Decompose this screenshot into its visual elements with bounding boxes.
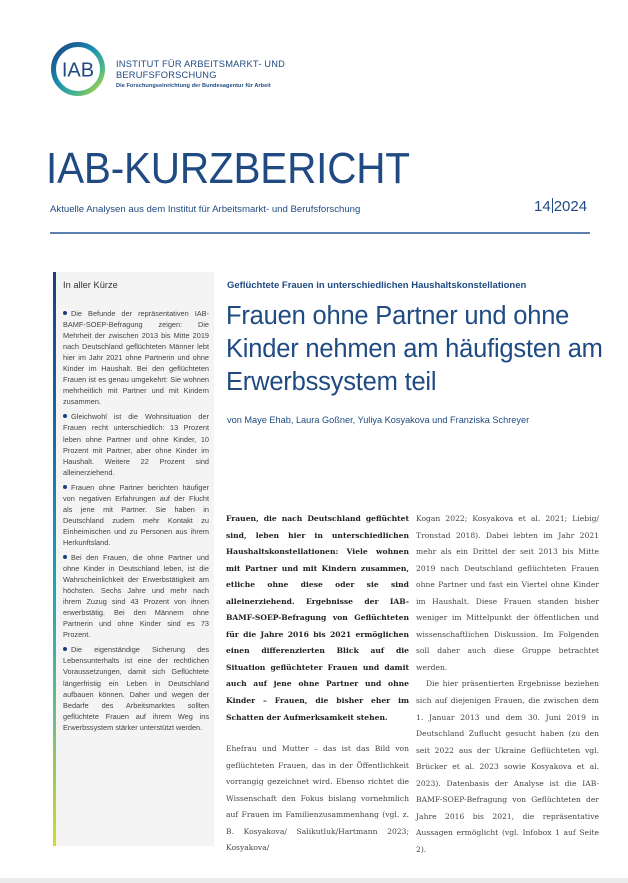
summary-item-text: Frauen ohne Partner berichten häufiger von negativen Erfahrungen auf der Flucht als jene mit Partner. Sie haben in Deutschland zudem mehr Kontakt zu Einheimischen und zu Personen aus ihrem Herkunftsland. [63, 482, 209, 547]
institute-name-line2: BERUFSFORSCHUNG [116, 69, 217, 80]
institute-name-line1: INSTITUT FÜR ARBEITSMARKT- UND [116, 59, 286, 69]
article-kicker: Geflüchtete Frauen in unterschiedlichen Haushaltskonstellationen [227, 280, 527, 291]
summary-item [63, 482, 209, 548]
institute-tagline: Die Forschungseinrichtung der Bundesagentur für Arbeit [116, 83, 271, 89]
issue-year: 2024 [553, 198, 588, 215]
issue-number [534, 198, 587, 215]
summary-item [63, 552, 209, 640]
svg-text:IAB: IAB [61, 59, 95, 82]
body-column-right [416, 511, 599, 858]
institute-name [116, 59, 285, 89]
body-paragraph: Ehefrau und Mutter – das ist das Bild von geflüchteten Frauen, das in der Öffentlichkeit vorrangig gezeichnet wird. Ebenso richtet die Wissenschaft den Fokus bislang vornehmlich auf Frauen im Familienzusammenhang (vgl. z. B. Kosyakova/ Salikutluk/Hartmann 2023; Kosyakova/ [226, 744, 409, 853]
bullet-icon [63, 555, 67, 559]
body-paragraph: Kogan 2022; Kosyakova et al. 2021; Liebig/ Tronstad 2018). Dabei lebten im Jahr 2021 mehr als ein Drittel der seit 2013 bis Mitte 2019 nach Deutschland geflüchteten Frauen ohne Partner und fast ein Viertel ohne Kinder im Haushalt. Diese Frauen standen bisher weniger im Mittelpunkt der öffentlichen und wissenschaftlichen Diskussion. Im Folgenden soll daher auch diese Gruppe betrachtet werden. [416, 514, 599, 672]
issue-num: 14 [534, 198, 551, 215]
bullet-icon [63, 485, 67, 489]
body-paragraph: Die hier präsentierten Ergebnisse beziehen sich auf diejenigen Frauen, die zwischen dem 1. Januar 2013 und dem 30. Juni 2019 in Deutschland Zuflucht gesucht haben (zu den seit 2022 aus der Ukraine Geflüchteten vgl. Brücker et al. 2023 sowie Kosyakova et al. 2023). Datenbasis der Analyse ist die IAB-BAMF-SOEP-Befragung von Geflüchteten der Jahre 2016 bis 2021, die repräsentative Aussagen ermöglicht (vgl. Infobox 1 auf Seite 2). [416, 679, 599, 854]
article-lead: Frauen, die nach Deutschland geflüchtet sind, leben hier in unterschiedlichen Haushaltskonstellationen: Viele wohnen mit Partner und mit Kindern zusammen, etliche ohne diese oder sie sind alleinerziehend. Ergebnisse der IAB-BAMF-SOEP-Befragung von Geflüchteten für die Jahre 2016 bis 2021 ermöglichen einen differenzierten Blick auf die Situation geflüchteter Frauen und damit auch auf jene ohne Partner und ohne Kinder – Frauen, die bisher eher im Schatten der Aufmerksamkeit stehen. [226, 514, 409, 722]
issue-divider [552, 198, 553, 213]
summary-item [63, 644, 209, 732]
masthead-divider [50, 232, 590, 234]
summary-list [63, 308, 209, 737]
summary-accent-bar [53, 272, 56, 846]
bullet-icon [63, 311, 67, 315]
summary-item [63, 411, 209, 477]
article-headline: Frauen ohne Partner und ohne Kinder nehmen am häufigsten am Erwerbssystem teil [226, 302, 603, 396]
iab-logo-icon [50, 41, 106, 97]
summary-item [63, 308, 209, 407]
summary-item-text: Die Befunde der repräsentativen IAB-BAMF-SOEP-Befragung zeigen: Die Mehrheit der zwischen 2013 bis Mitte 2019 nach Deutschland geflüchteten Männer lebt hier im Jahr 2021 ohne Partnerin und ohne Kinder im Haushalt. Bei den geflüchteten Frauen ist es genau umgekehrt: Sie wohnen mehrheitlich mit Partner und mit Kindern zusammen. [63, 309, 209, 407]
publication-subtitle: Aktuelle Analysen aus dem Institut für Arbeitsmarkt- und Berufsforschung [50, 204, 361, 215]
bullet-icon [63, 414, 67, 418]
page-edge [0, 878, 628, 883]
summary-title: In aller Kürze [63, 280, 118, 290]
publication-title: IAB-KURZBERICHT [46, 144, 410, 193]
summary-item-text: Bei den Frauen, die ohne Partner und ohne Kinder in Deutschland leben, ist die Wahrscheinlichkeit der Erwerbstätigkeit am höchsten. Sechs Jahre und mehr nach ihrem Zuzug sind 43 Prozent von ihnen erwerbstätig. Bei den Männern ohne Partnerin und ohne Kinder sind es 73 Prozent. [63, 552, 209, 640]
bullet-icon [63, 647, 67, 651]
summary-item-text: Die eigenständige Sicherung des Lebensunterhalts ist eine der rechtlichen Voraussetzungen, damit sich Geflüchtete längerfristig ein Leben in Deutschland aufbauen können. Daher und wegen der Bedarfe des Arbeitsmarktes sollten geflüchtete Frauen auf ihrem Weg ins Erwerbssystem stärker unterstützt werden. [63, 645, 209, 732]
article-authors: von Maye Ehab, Laura Goßner, Yuliya Kosyakova und Franziska Schreyer [227, 415, 530, 425]
summary-item-text: Gleichwohl ist die Wohnsituation der Frauen recht unterschiedlich: 13 Prozent leben ohne Partner und ohne Kinder, 10 Prozent mit Partner, aber ohne Kinder im Haushalt. Weitere 22 Prozent sind alleinerziehend. [63, 412, 209, 477]
body-column-left [226, 511, 409, 857]
